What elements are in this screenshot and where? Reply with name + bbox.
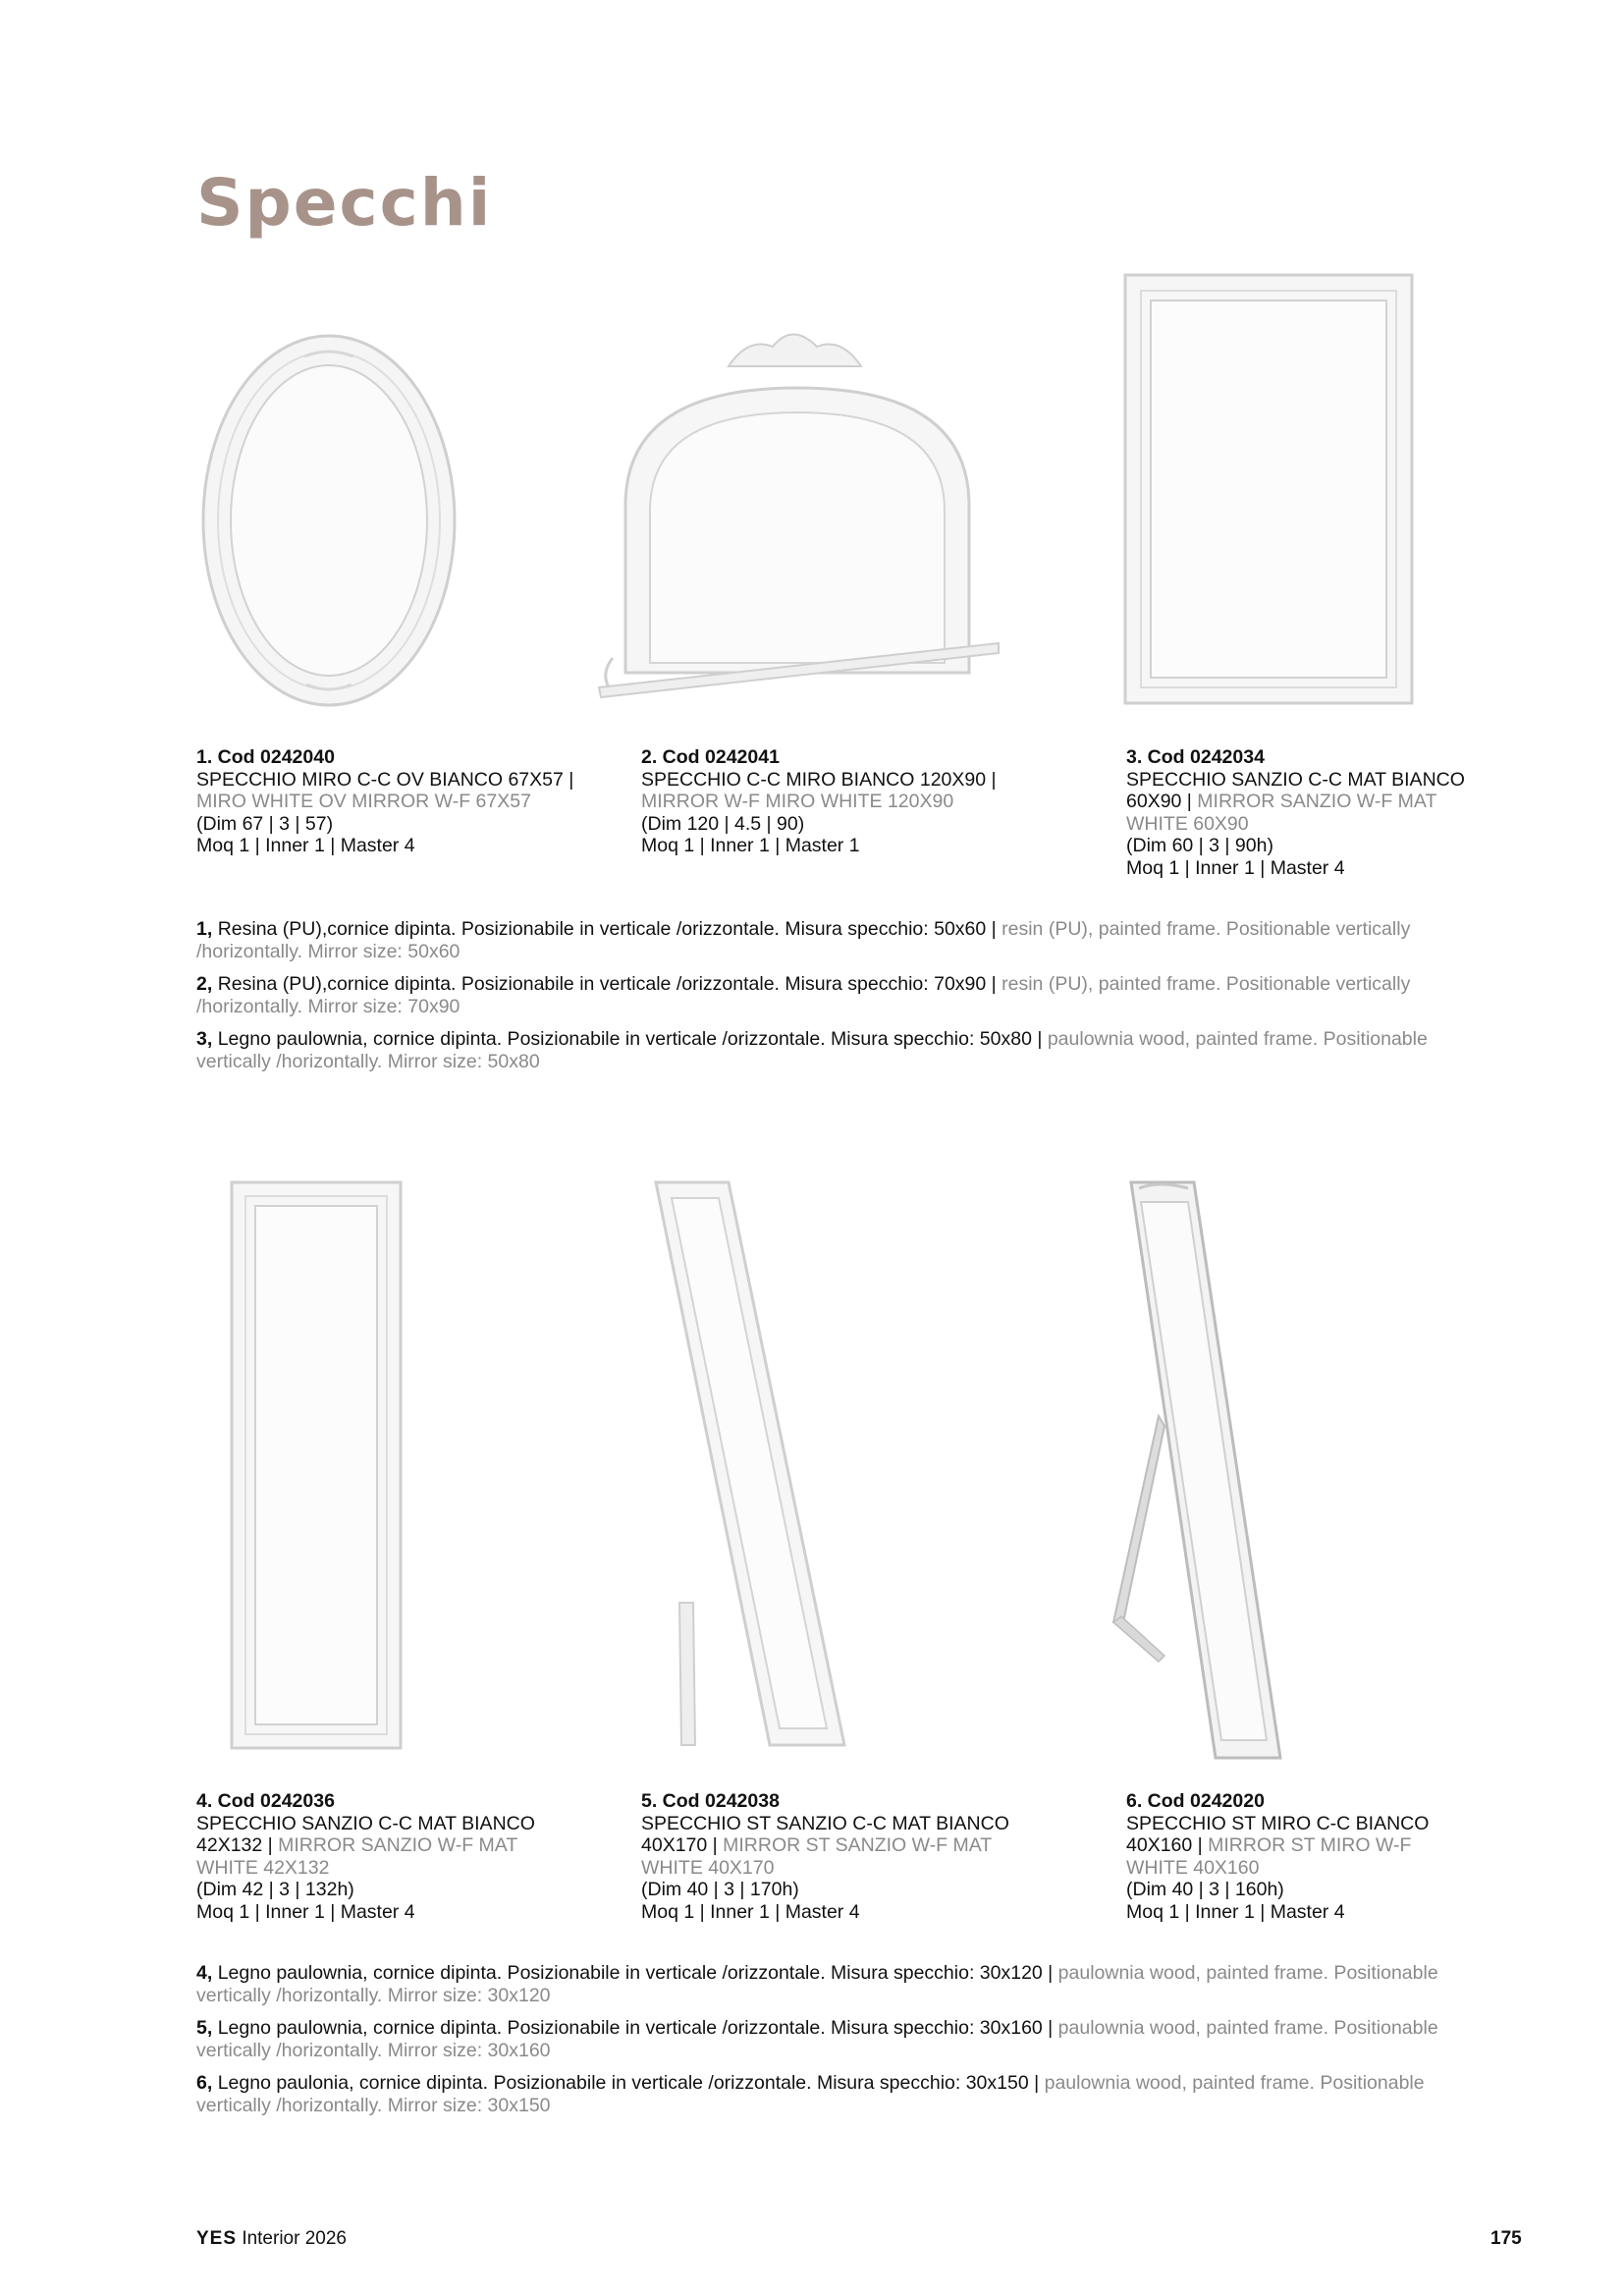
product-dim: (Dim 40 | 3 | 160h) bbox=[1126, 1879, 1284, 1900]
description-5 bbox=[196, 2017, 1492, 2061]
product-name-en: MIRROR ST MIRO W-F WHITE 40X160 bbox=[1126, 1834, 1412, 1879]
product-card-6 bbox=[1126, 1790, 1470, 1923]
product-code: 5. Cod 0242038 bbox=[641, 1790, 780, 1812]
description-it: Legno paulonia, cornice dipinta. Posizionabile in verticale /orizzontale. Misura specchio: 30x150 | bbox=[217, 2072, 1040, 2094]
page-number: 175 bbox=[1490, 2228, 1522, 2249]
description-number: 5, bbox=[196, 2017, 213, 2039]
product-name: SPECCHIO SANZIO C-C MAT BIANCO 60X90 | MIRROR SANZIO W-F MAT WHITE 60X90 bbox=[1126, 768, 1465, 835]
description-6 bbox=[196, 2072, 1492, 2116]
arched-mirror-icon bbox=[591, 319, 1003, 704]
description-it: Legno paulownia, cornice dipinta. Posizionabile in verticale /orizzontale. Misura specchio: 30x120 | bbox=[217, 1962, 1054, 1984]
product-moq: Moq 1 | Inner 1 | Master 4 bbox=[196, 1900, 415, 1923]
product-code: 4. Cod 0242036 bbox=[196, 1790, 335, 1812]
product-name: SPECCHIO C-C MIRO BIANCO 120X90 | MIRROR W-F MIRO WHITE 120X90 bbox=[641, 768, 997, 812]
product-card-4 bbox=[196, 1790, 569, 1923]
description-number: 6, bbox=[196, 2072, 213, 2094]
product-dim: (Dim 120 | 4.5 | 90) bbox=[641, 812, 805, 835]
description-it: Resina (PU),cornice dipinta. Posizionabile in verticale /orizzontale. Misura specchio: 50x60 | bbox=[217, 918, 997, 940]
product-name-en: MIRROR W-F MIRO WHITE 120X90 bbox=[641, 791, 954, 812]
description-en: paulownia wood, painted frame. Positionable vertically /horizontally. Mirror size: 30x120 bbox=[196, 1962, 1438, 2006]
product-name: SPECCHIO SANZIO C-C MAT BIANCO 42X132 | MIRROR SANZIO W-F MAT WHITE 42X132 bbox=[196, 1812, 535, 1879]
description-number: 1, bbox=[196, 918, 213, 940]
product-name: SPECCHIO MIRO C-C OV BIANCO 67X57 | MIRO WHITE OV MIRROR W-F 67X57 bbox=[196, 768, 574, 812]
description-en: paulownia wood, painted frame. Positionable vertically /horizontally. Mirror size: 30x150 bbox=[196, 2072, 1425, 2116]
product-name-it: SPECCHIO SANZIO C-C MAT BIANCO 42X132 bbox=[196, 1812, 535, 1856]
description-it: Legno paulownia, cornice dipinta. Posizionabile in verticale /orizzontale. Misura specchio: 30x160 | bbox=[217, 2017, 1054, 2039]
product-name-it: SPECCHIO SANZIO C-C MAT BIANCO 60X90 bbox=[1126, 768, 1465, 812]
product-card-1 bbox=[196, 746, 579, 857]
product-name: SPECCHIO ST SANZIO C-C MAT BIANCO 40X170 | MIRROR ST SANZIO W-F MAT WHITE 40X170 bbox=[641, 1812, 1009, 1879]
product-moq: Moq 1 | Inner 1 | Master 4 bbox=[1126, 856, 1345, 879]
product-moq: Moq 1 | Inner 1 | Master 4 bbox=[1126, 1900, 1345, 1923]
product-moq: Moq 1 | Inner 1 | Master 1 bbox=[641, 835, 860, 856]
product-dim: (Dim 60 | 3 | 90h) bbox=[1126, 835, 1273, 856]
rectangular-mirror-icon bbox=[1123, 273, 1414, 705]
description-4 bbox=[196, 1962, 1492, 2006]
product-card-3 bbox=[1126, 746, 1470, 879]
product-dim: (Dim 42 | 3 | 132h) bbox=[196, 1879, 354, 1900]
description-2 bbox=[196, 973, 1492, 1017]
ornate-standing-mirror-icon bbox=[1100, 1180, 1286, 1760]
page-title: Specchi bbox=[196, 165, 493, 241]
description-en: paulownia wood, painted frame. Positionable vertically /horizontally. Mirror size: 50x80 bbox=[196, 1028, 1428, 1072]
product-code: 6. Cod 0242020 bbox=[1126, 1790, 1265, 1812]
product-dim: (Dim 67 | 3 | 57) bbox=[196, 812, 334, 835]
description-en: resin (PU), painted frame. Positionable vertically /horizontally. Mirror size: 50x60 bbox=[196, 918, 1411, 962]
description-it: Legno paulownia, cornice dipinta. Posizionabile in verticale /orizzontale. Misura specchio: 50x80 | bbox=[217, 1028, 1043, 1050]
tall-mirror-icon bbox=[230, 1180, 403, 1750]
product-name-it: SPECCHIO ST MIRO C-C BIANCO 40X160 bbox=[1126, 1812, 1430, 1856]
product-code: 2. Cod 0242041 bbox=[641, 746, 780, 768]
product-moq: Moq 1 | Inner 1 | Master 4 bbox=[641, 1900, 860, 1923]
description-it: Resina (PU),cornice dipinta. Posizionabile in verticale /orizzontale. Misura specchio: 70x90 | bbox=[217, 973, 997, 995]
product-card-5 bbox=[641, 1790, 1054, 1923]
description-en: resin (PU), painted frame. Positionable vertically /horizontally. Mirror size: 70x90 bbox=[196, 973, 1411, 1017]
product-name-en: MIRROR ST SANZIO W-F MAT WHITE 40X170 bbox=[641, 1834, 992, 1879]
standing-mirror-icon bbox=[652, 1180, 848, 1755]
description-number: 4, bbox=[196, 1962, 213, 1984]
product-dim: (Dim 40 | 3 | 170h) bbox=[641, 1879, 799, 1900]
oval-mirror-icon bbox=[196, 329, 461, 712]
product-card-2 bbox=[641, 746, 1024, 857]
product-name-it: SPECCHIO MIRO C-C OV BIANCO 67X57 bbox=[196, 768, 564, 791]
description-3 bbox=[196, 1028, 1492, 1072]
description-number: 2, bbox=[196, 973, 213, 995]
product-name-en: MIRROR SANZIO W-F MAT WHITE 42X132 bbox=[196, 1834, 517, 1879]
product-code: 1. Cod 0242040 bbox=[196, 746, 335, 768]
product-name-en: MIRROR SANZIO W-F MAT WHITE 60X90 bbox=[1126, 791, 1437, 835]
product-name-it: SPECCHIO C-C MIRO BIANCO 120X90 bbox=[641, 768, 987, 791]
product-name-it: SPECCHIO ST SANZIO C-C MAT BIANCO 40X170 bbox=[641, 1812, 1009, 1856]
brand-suffix: Interior 2026 bbox=[242, 2228, 347, 2249]
product-name-en: MIRO WHITE OV MIRROR W-F 67X57 bbox=[196, 791, 531, 812]
brand-logo: YES bbox=[196, 2228, 238, 2249]
product-code: 3. Cod 0242034 bbox=[1126, 746, 1265, 768]
description-1 bbox=[196, 918, 1492, 962]
product-name: SPECCHIO ST MIRO C-C BIANCO 40X160 | MIRROR ST MIRO W-F WHITE 40X160 bbox=[1126, 1812, 1430, 1879]
description-en: paulownia wood, painted frame. Positionable vertically /horizontally. Mirror size: 30x160 bbox=[196, 2017, 1438, 2061]
footer-brand bbox=[196, 2228, 347, 2250]
description-number: 3, bbox=[196, 1028, 213, 1050]
product-moq: Moq 1 | Inner 1 | Master 4 bbox=[196, 835, 415, 856]
